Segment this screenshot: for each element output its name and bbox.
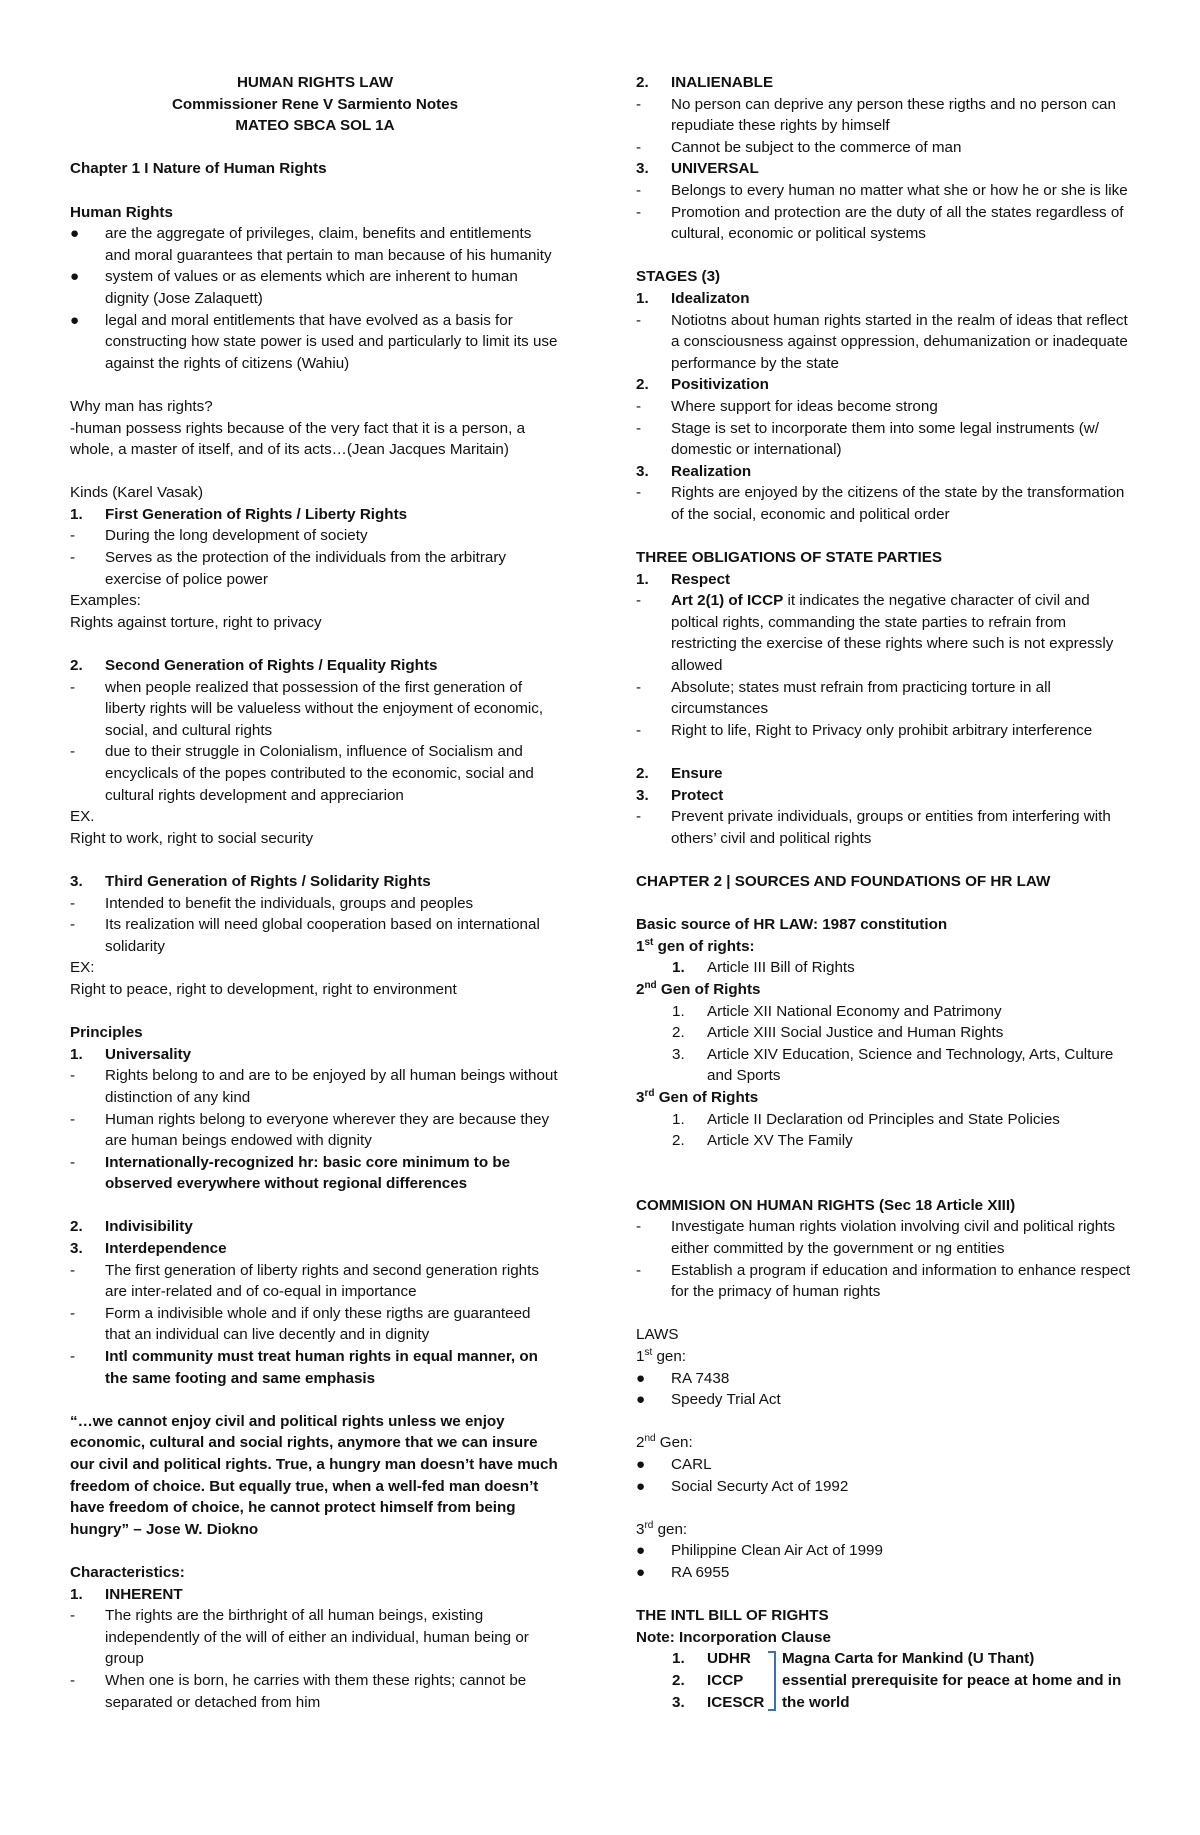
list-item: - Promotion and protection are the duty of all the states regardless of cultural, economic or political systems (636, 203, 1124, 243)
why-question: Why man has rights? (70, 397, 213, 415)
stages-heading: STAGES (3) (636, 268, 721, 286)
list-item: - Intended to benefit the individuals, groups and peoples (70, 894, 474, 912)
gen3-ex-label: EX: (70, 959, 95, 977)
laws-gen3: 3rd gen: (636, 1519, 688, 1538)
list-item: 2. Article XIII Social Justice and Human Rights (672, 1024, 1004, 1042)
list-item: - Human rights belong to everyone wherever they are because they are human beings endowed with dignity (70, 1110, 550, 1150)
gen1-examples-label: Examples: (70, 592, 141, 610)
list-item: - Rights belong to and are to be enjoyed by all human beings without distinction of any kind (70, 1067, 558, 1106)
list-item: - Internationally-recognized hr: basic core minimum to be observed everywhere without regional differences (70, 1153, 511, 1193)
list-item: ● RA 6955 (636, 1562, 1136, 1584)
list-item: - When one is born, he carries with them these rights; cannot be separated or detached from him (70, 1671, 527, 1711)
list-item: ● CARL (636, 1454, 1136, 1476)
gen2-title: 2. Second Generation of Rights / Equality Rights (70, 657, 438, 675)
list-item: ● Social Securty Act of 1992 (636, 1476, 1136, 1498)
list-item: 1. Article II Declaration od Principles and State Policies (672, 1110, 1060, 1128)
ibr-note: Note: Incorporation Clause (636, 1628, 831, 1646)
list-item: - Rights are enjoyed by the citizens of the state by the transformation of the social, economic and political order (636, 484, 1125, 523)
bracket-icon (768, 1651, 776, 1711)
list-item: ● are the aggregate of privileges, claim, benefits and entitlements and moral guarantees that pertain to man because of his humanity (70, 225, 552, 264)
gen3-ex: Right to peace, right to development, right to environment (70, 980, 457, 998)
kinds-heading: Kinds (Karel Vasak) (70, 484, 204, 502)
list-item: - Prevent private individuals, groups or entities from interfering with others’ civil and political rights (636, 808, 1111, 847)
bullet-icon: ● (636, 1391, 646, 1409)
gen1-title: 1. First Generation of Rights / Liberty Rights (70, 505, 408, 523)
list-item: ● Philippine Clean Air Act of 1999 (636, 1540, 1136, 1562)
gen2-ex: Right to work, right to social security (70, 829, 314, 847)
laws-heading: LAWS (636, 1326, 679, 1344)
list-item: - Art 2(1) of ICCP it indicates the negative character of civil and poltical rights, commanding the state parties to refrain from restricting the exercise of these rights where such is not expressly allowed (636, 592, 1114, 675)
idealization-title: 1. Idealizaton (636, 289, 750, 307)
list-item: - Right to life, Right to Privacy only prohibit arbitrary interference (636, 721, 1093, 739)
list-item: - Belongs to every human no matter what she or how he or she is like (636, 181, 1128, 199)
doc-title: HUMAN RIGHTS LAW (236, 74, 394, 91)
list-item: 2. Article XV The Family (672, 1132, 853, 1150)
bullet-icon: ● (70, 268, 80, 286)
basic-source: Basic source of HR LAW: 1987 constitution (636, 916, 948, 934)
bullet-icon: ● (636, 1369, 646, 1387)
obligations-heading: THREE OBLIGATIONS OF STATE PARTIES (636, 549, 943, 567)
doc-author: Commissioner Rene V Sarmiento Notes (171, 95, 459, 113)
universal-title: 3. UNIVERSAL (636, 160, 759, 178)
human-rights-heading: Human Rights (70, 203, 173, 221)
gen2-heading: 2nd Gen of Rights (636, 979, 761, 998)
laws-gen1: 1st gen: (636, 1346, 687, 1366)
gen3-heading: 3rd Gen of Rights (636, 1087, 759, 1106)
list-item: - Serves as the protection of the individuals from the arbitrary exercise of police power (70, 549, 506, 588)
list-item: 1. Article XII National Economy and Patrimony (672, 1002, 1002, 1020)
gen1-examples: Rights against torture, right to privacy (70, 613, 322, 631)
list-item: - Where support for ideas become strong (636, 397, 938, 415)
list-item: - Establish a program if education and information to enhance respect for the primacy of human rights (636, 1261, 1131, 1301)
realization-title: 3. Realization (636, 462, 752, 480)
gen2-ex-label: EX. (70, 808, 95, 826)
list-item: ● system of values or as elements which are inherent to human dignity (Jose Zalaquett) (70, 268, 518, 307)
ensure-title: 2. Ensure (636, 765, 723, 782)
chapter-2-heading: CHAPTER 2 | SOURCES AND FOUNDATIONS OF HR LAW (636, 872, 1051, 890)
list-item: - During the long development of society (70, 527, 368, 545)
list-item: ● Speedy Trial Act (636, 1389, 1136, 1411)
list-item: 2. ICCP essential prerequisite for peace at home and in (672, 1671, 1122, 1689)
list-item: ● RA 7438 (636, 1368, 1136, 1390)
respect-title: 1. Respect (636, 570, 731, 588)
gen3-title: 3. Third Generation of Rights / Solidarity Rights (70, 872, 431, 890)
bullet-icon: ● (636, 1563, 646, 1581)
universality-title: 1. Universality (70, 1045, 192, 1063)
list-item: - Cannot be subject to the commerce of man (636, 138, 962, 156)
list-item: 3. ICESCR the world (672, 1693, 850, 1711)
positivization-title: 2. Positivization (636, 376, 769, 394)
bullet-icon: ● (70, 311, 80, 329)
list-item: - The rights are the birthright of all human beings, existing independently of the will of either an individual, human being or group (70, 1607, 529, 1668)
interdependence-title: 3. Interdependence (70, 1240, 227, 1258)
chapter-1-heading: Chapter 1 I Nature of Human Rights (70, 160, 327, 178)
list-item: - Stage is set to incorporate them into some legal instruments (w/ domestic or international) (636, 419, 1099, 459)
bullet-icon: ● (636, 1477, 646, 1495)
principles-heading: Principles (70, 1024, 143, 1042)
inherent-title: 1. INHERENT (70, 1585, 183, 1603)
doc-class: MATEO SBCA SOL 1A (235, 117, 395, 135)
list-item: - Intl community must treat human rights in equal manner, on the same footing and same emphasis (70, 1348, 538, 1387)
bullet-icon: ● (636, 1542, 646, 1560)
list-item: 1. UDHR Magna Carta for Mankind (U Thant) (672, 1650, 1035, 1668)
bullet-icon: ● (70, 225, 80, 243)
laws-gen2: 2nd Gen: (636, 1433, 693, 1452)
inalienable-title: 2. INALIENABLE (636, 74, 774, 91)
why-answer: -human possess rights because of the very fact that it is a person, a whole, a master of itself, and of its acts…(Jean Jacques Maritain) (70, 419, 526, 459)
ibr-list (636, 1648, 1136, 1713)
right-column (636, 72, 1136, 1713)
chr-heading: COMMISION ON HUMAN RIGHTS (Sec 18 Article XIII) (636, 1196, 1016, 1214)
indivisibility-title: 2. Indivisibility (70, 1218, 193, 1236)
protect-title: 3. Protect (636, 786, 724, 804)
list-item: - Its realization will need global cooperation based on international solidarity (70, 916, 540, 955)
list-item: - The first generation of liberty rights and second generation rights are inter-related and of co-equal in importance (70, 1261, 539, 1301)
diokno-quote: “…we cannot enjoy civil and political rights unless we enjoy economic, cultural and social rights, anymore that we can insure our civil and political rights. True, a hungry man doesn’t have much freedom of choice. But equally true, when a well-fed man doesn’t have freedom of choice, he cannot protect himself from being hungry” – Jose W. Diokno (70, 1412, 558, 1538)
gen1-heading: 1st gen of rights: (636, 936, 755, 955)
list-item: ● legal and moral entitlements that have evolved as a basis for constructing how state power is used and particularly to limit its use against the rights of citizens (Wahiu) (70, 311, 558, 372)
list-item: - Form a indivisible whole and if only these rigths are guaranteed that an individual can live decently and in dignity (70, 1304, 531, 1344)
characteristics-heading: Characteristics: (70, 1563, 185, 1581)
list-item: - due to their struggle in Colonialism, influence of Socialism and encyclicals of the popes contributed to the economic, social and cultural rights development and appreciarion (70, 743, 534, 804)
left-column (70, 72, 560, 1713)
list-item: - Investigate human rights violation involving civil and political rights either committed by the government or ng entities (636, 1218, 1116, 1258)
bullet-icon: ● (636, 1456, 646, 1473)
list-item: - No person can deprive any person these rigths and no person can repudiate these rights by himself (636, 95, 1116, 135)
list-item: - when people realized that possession of the first generation of liberty rights will be valueless without the enjoyment of economic, social, and cultural rights (70, 678, 544, 739)
ibr-heading: THE INTL BILL OF RIGHTS (636, 1607, 829, 1625)
list-item: 3. Article XIV Education, Science and Technology, Arts, Culture and Sports (672, 1045, 1114, 1085)
list-item: 1. Article III Bill of Rights (672, 959, 855, 977)
list-item: - Notiotns about human rights started in the realm of ideas that reflect a consciousness against oppression, dehumanization or inadequate performance by the state (636, 311, 1128, 372)
list-item: - Absolute; states must refrain from practicing torture in all circumstances (636, 678, 1051, 718)
